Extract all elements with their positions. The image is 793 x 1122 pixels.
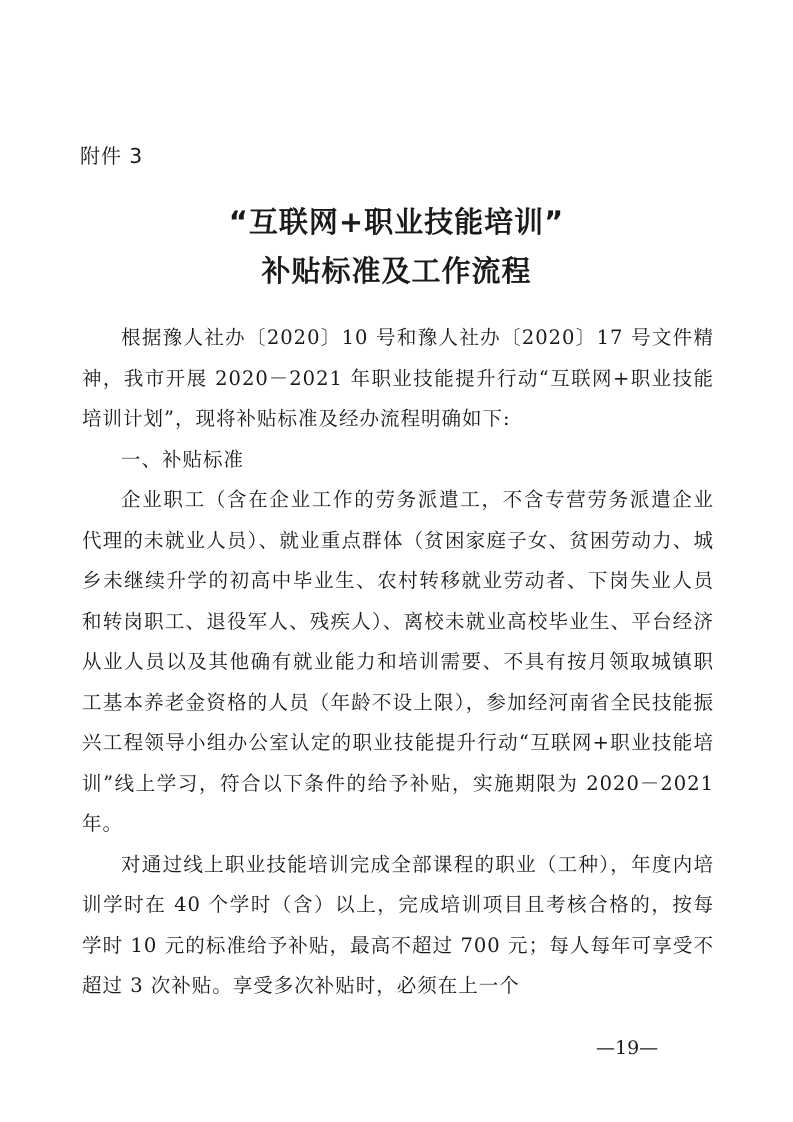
page-number: —19— [596,1037,659,1059]
section-heading-subsidy-standard: 一、补贴标准 [121,447,245,471]
subsidy-amount-paragraph: 对通过线上职业技能培训完成全部课程的职业（工种），年度内培训学时在 40 个学时（含）以上，完成培训项目且考核合格的，按每学时 10 元的标准给予补贴，最高不超过 700 元；每人每年可享受不超过 3 次补贴。享受多次补贴时，必须在上一个 [82,852,714,997]
attachment-label: 附件 3 [80,144,144,168]
eligibility-paragraph: 企业职工（含在企业工作的劳务派遣工，不含专营劳务派遣企业代理的未就业人员）、就业重点群体（贫困家庭子女、贫困劳动力、城乡未继续升学的初高中毕业生、农村转移就业劳动者、下岗失业人员和转岗职工、退役军人、残疾人）、离校未就业高校毕业生、平台经济从业人员以及其他确有就业能力和培训需要、不具有按月领取城镇职工基本养老金资格的人员（年龄不设上限），参加经河南省全民技能振兴工程领导小组办公室认定的职业技能提升行动“互联网+职业技能培训”线上学习，符合以下条件的给予补贴，实施期限为 2020－2021 年。 [82,488,714,835]
document-body [82,318,714,1007]
title-line-2: 补贴标准及工作流程 [261,254,532,288]
intro-paragraph: 根据豫人社办〔2020〕10 号和豫人社办〔2020〕17 号文件精神，我市开展 2020－2021 年职业技能提升行动“互联网+职业技能培训计划”，现将补贴标准及经办流程明确如下: [82,326,714,430]
title-line-1: “互联网+职业技能培训” [228,205,565,239]
